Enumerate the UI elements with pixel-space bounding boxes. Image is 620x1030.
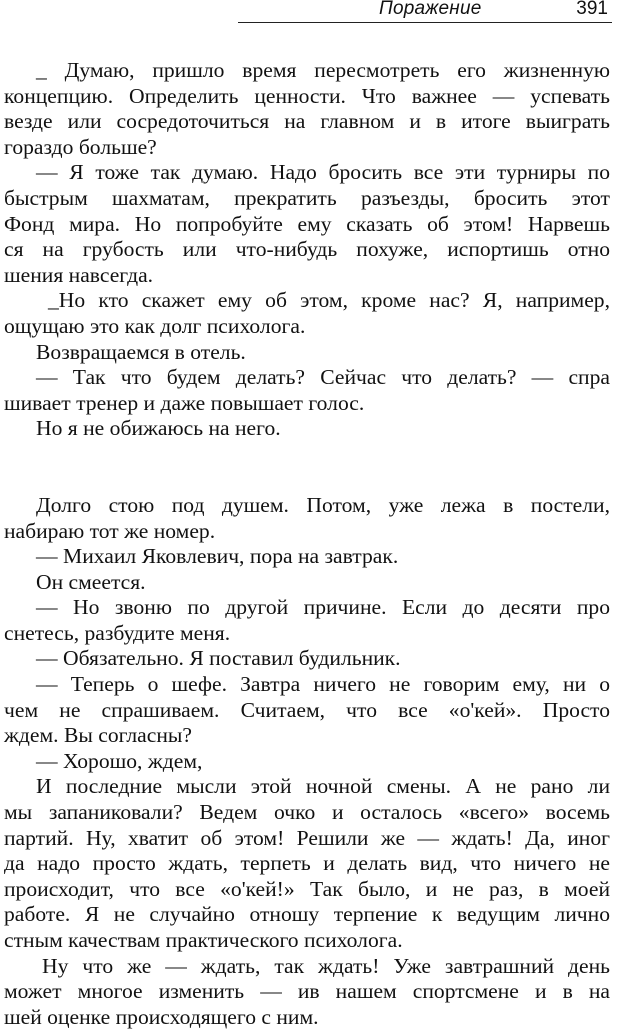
text-line: шения навсегда. <box>4 262 154 287</box>
text-line: шей оценке происходящего с ним. <box>4 1004 319 1029</box>
chapter-title: Поражение <box>379 0 482 19</box>
text-line: набираю тот же номер. <box>4 518 216 543</box>
section-break <box>4 442 610 493</box>
text-line: происходит, что все «о'кей!» Так было, и не раз, в моей <box>4 876 610 901</box>
text-line: _ Думаю, пришло время пересмотреть его жизненную <box>36 58 610 82</box>
text-line: И последние мысли этой ночной смены. А не рано ли <box>36 774 610 799</box>
text-line: — Михаил Яковлевич, пора на завтрак. <box>36 544 399 569</box>
text-line: Фонд мира. Но попробуйте ему сказать об этом! Нарвешь <box>4 211 610 236</box>
text-line: ощущаю это как долг психолога. <box>4 313 306 338</box>
text-line: быстрым шахматам, прекратить разъезды, бросить этот <box>4 185 610 210</box>
text-line: партий. Ну, хватит об этом! Решили же — ждать! Да, иног <box>4 825 610 850</box>
text-line: да надо просто ждать, терпеть и делать вид, что ничего не <box>4 851 610 876</box>
text-line: чем не спрашиваем. Считаем, что все «о'кей». Просто <box>4 697 610 722</box>
text-line: Долго стою под душем. Потом, уже лежа в постели, <box>36 492 610 517</box>
text-line: мы запаниковали? Ведем очко и осталось «всего» восемь <box>4 800 610 825</box>
text-line: гораздо больше? <box>4 134 157 159</box>
text-line: — Обязательно. Я поставил будильник. <box>36 646 401 671</box>
text-line: — Теперь о шефе. Завтра ничего не говорим ему, ни о <box>36 672 610 697</box>
text-line: стным качествам практического психолога. <box>4 928 403 952</box>
text-line: Возвращаемся в отель. <box>36 339 246 364</box>
text-line: может многое изменить — ив нашем спортсмене и в на <box>4 979 610 1004</box>
text-line: Он смеется. <box>36 569 146 594</box>
body-text <box>4 58 610 1030</box>
text-line: шивает тренер и даже повышает голос. <box>4 390 365 415</box>
text-line: — Но звоню по другой причине. Если до десяти про <box>36 595 610 620</box>
text-line: концепцию. Определить ценности. Что важнее — успевать <box>4 83 610 108</box>
running-header <box>238 0 612 23</box>
text-line: везде или сосредоточиться на главном и в итоге выиграть <box>4 109 610 134</box>
page-number: 391 <box>576 0 608 19</box>
text-line: Но я не обижаюсь на него. <box>36 416 281 441</box>
text-line: — Хорошо, ждем, <box>36 748 203 773</box>
text-line: работе. Я не случайно отношу терпение к ведущим лично <box>4 902 610 927</box>
text-line: снетесь, разбудите меня. <box>4 620 231 645</box>
text-line: Ну что же — ждать, так ждать! Уже завтрашний день <box>42 953 610 978</box>
text-line: ся на грубость или что-нибудь похуже, испортишь отно <box>4 237 610 262</box>
text-line: — Так что будем делать? Сейчас что делать? — спра <box>36 365 610 390</box>
text-line: _Но кто скажет ему об этом, кроме нас? Я, например, <box>48 288 610 313</box>
text-line: ждем. Вы согласны? <box>4 723 192 748</box>
text-line: — Я тоже так думаю. Надо бросить все эти турниры по <box>36 160 610 185</box>
